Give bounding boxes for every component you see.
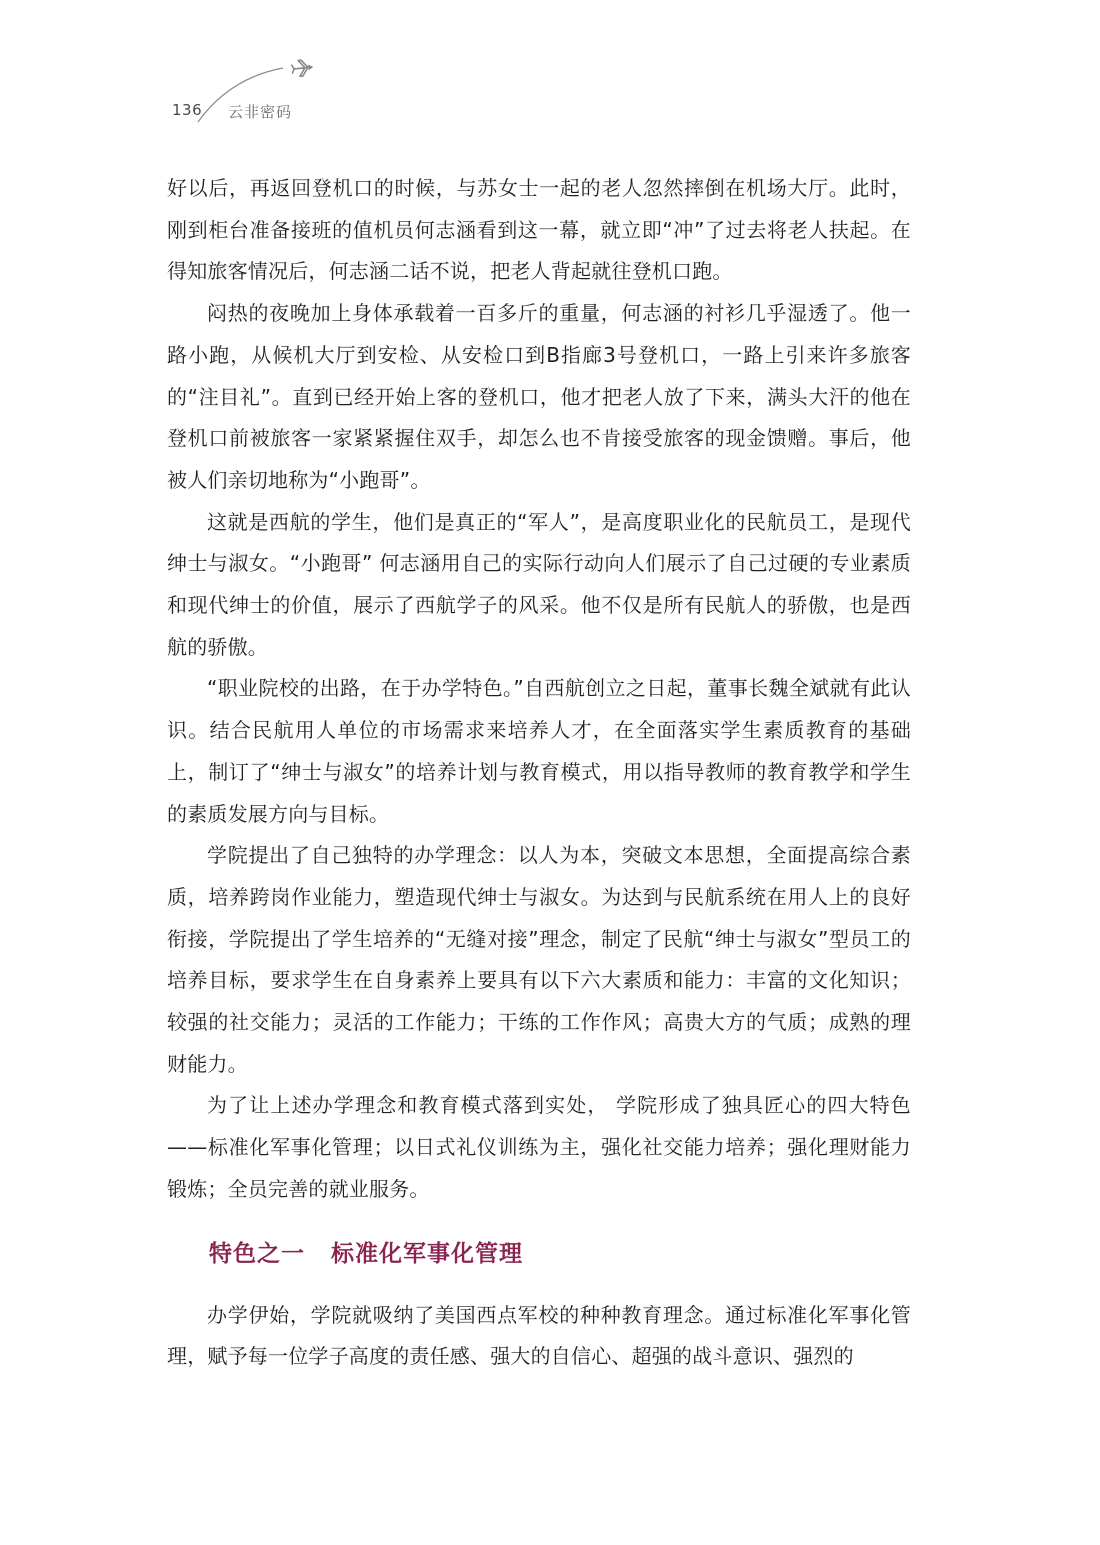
page-number: 136 xyxy=(172,101,203,119)
page-body xyxy=(167,168,911,1378)
paragraph: “职业院校的出路，在于办学特色。”自西航创立之日起，董事长魏全斌就有此认识。结合民航用人单位的市场需求来培养人才，在全面落实学生素质教育的基础上，制订了“绅士与淑女”的培养计划与教育模式，用以指导教师的教育教学和学生的素质发展方向与目标。 xyxy=(167,676,911,826)
paragraph: 好以后，再返回登机口的时候，与苏女士一起的老人忽然摔倒在机场大厅。此时，刚到柜台准备接班的值机员何志涵看到这一幕，就立即“冲”了过去将老人扶起。在得知旅客情况后，何志涵二话不说，把老人背起就往登机口跑。 xyxy=(167,176,911,284)
section-number-label: 特色之一 xyxy=(209,1240,305,1267)
paragraph: 为了让上述办学理念和教育模式落到实处， 学院形成了独具匠心的四大特色——标准化军事化管理；以日式礼仪训练为主，强化社交能力培养；强化理财能力锻炼；全员完善的就业服务。 xyxy=(167,1093,911,1201)
paragraph: 闷热的夜晚加上身体承载着一百多斤的重量，何志涵的衬衫几乎湿透了。他一路小跑，从候机大厅到安检、从安检口到B指廊3号登机口，一路上引来许多旅客的“注目礼”。直到已经开始上客的登机口，他才把老人放了下来，满头大汗的他在登机口前被旅客一家紧紧握住双手，却怎么也不肯接受旅客的现金馈赠。事后，他被人们亲切地称为“小跑哥”。 xyxy=(167,301,911,492)
section-heading xyxy=(167,1232,911,1276)
paragraph: 办学伊始，学院就吸纳了美国西点军校的种种教育理念。通过标准化军事化管理，赋予每一位学子高度的责任感、强大的自信心、超强的战斗意识、强烈的 xyxy=(167,1302,911,1369)
section-title: 标准化军事化管理 xyxy=(331,1240,523,1267)
book-title: 云非密码 xyxy=(228,103,293,121)
airplane-icon xyxy=(291,59,313,77)
paragraph: 学院提出了自己独特的办学理念：以人为本，突破文本思想，全面提高综合素质，培养跨岗作业能力，塑造现代绅士与淑女。为达到与民航系统在用人上的良好衔接，学院提出了学生培养的“无缝对接”理念，制定了民航“绅士与淑女”型员工的培养目标，要求学生在自身素养上要具有以下六大素质和能力：丰富的文化知识；较强的社交能力；灵活的工作能力；干练的工作作风；高贵大方的气质；成熟的理财能力。 xyxy=(167,843,911,1076)
page-header xyxy=(0,0,1100,140)
header-decoration xyxy=(0,0,1100,140)
paragraph: 这就是西航的学生，他们是真正的“军人”，是高度职业化的民航员工，是现代绅士与淑女。“小跑哥” 何志涵用自己的实际行动向人们展示了自己过硬的专业素质和现代绅士的价值，展示了西航学子的风采。他不仅是所有民航人的骄傲，也是西航的骄傲。 xyxy=(167,509,911,659)
